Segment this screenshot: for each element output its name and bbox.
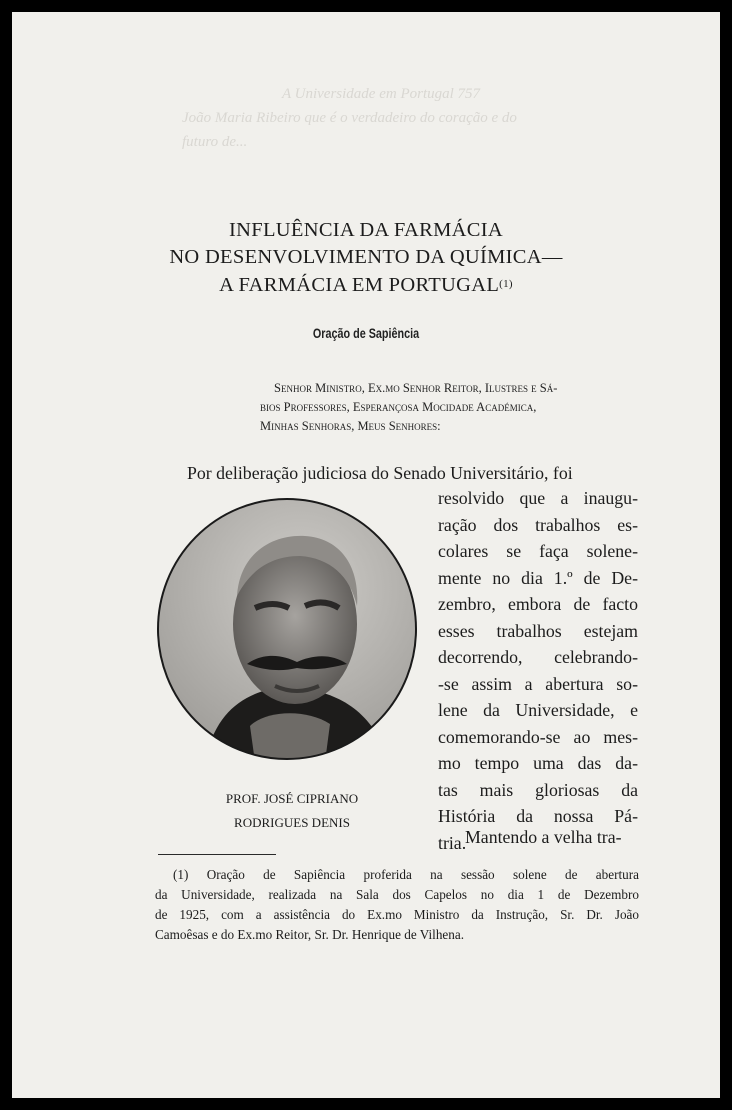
document-page [12, 12, 720, 1098]
bleed-line-2: João Maria Ribeiro que é o verdadeiro do coração e do [182, 110, 517, 126]
body-first-line: Por deliberação judiciosa do Senado Universitário, foi [187, 463, 573, 483]
title-note-mark: (1) [499, 278, 513, 290]
body-column-line: decorrendo, celebrando- [438, 647, 638, 667]
title-line-3-text: A FARMÁCIA EM PORTUGAL [219, 274, 500, 296]
body-column-line: tas mais gloriosas da [438, 779, 638, 800]
title-line-2: NO DESENVOLVIMENTO DA QUÍMICA— [169, 246, 563, 268]
body-next-paragraph: Mantendo a velha tra- [465, 827, 622, 847]
footnote-line: de 1925, com a assistência do Ex.mo Ministro da Instrução, Sr. Dr. João [155, 907, 639, 922]
body-column-line: -se assim a abertura so- [438, 673, 638, 694]
bleed-through-text [182, 82, 702, 154]
salutation-line-3: Minhas Senhoras, Meus Senhores: [260, 419, 441, 433]
body-column-line: esses trabalhos estejam [438, 620, 638, 641]
body-column-line: História da nossa Pá- [438, 806, 638, 826]
title-line-1: INFLUÊNCIA DA FARMÁCIA [229, 219, 503, 241]
body-column-line: comemorando-se ao mes- [438, 726, 638, 747]
footnote-rule [158, 854, 276, 855]
portrait-caption [162, 787, 422, 835]
running-head: A Universidade em Portugal 757 [282, 86, 481, 102]
body-column-line: lene da Universidade, e [438, 700, 638, 720]
title-line-3 [12, 271, 720, 299]
caption-line-2: RODRIGUES DENIS [234, 815, 350, 830]
footnote [155, 865, 639, 945]
portrait-photo [155, 496, 419, 762]
footnote-line: Camoêsas e do Ex.mo Reitor, Sr. Dr. Henrique de Vilhena. [155, 927, 465, 942]
body-column [438, 485, 638, 856]
salutation [260, 379, 642, 436]
body-column-line: resolvido que a inaugu- [438, 488, 638, 508]
body-column-line: mo tempo uma das da- [438, 753, 638, 773]
body-column-line: mente no dia 1.º de De- [438, 567, 638, 588]
bleed-line-3: futuro de... [182, 134, 248, 150]
footnote-line: da Universidade, realizada na Sala dos Capelos no dia 1 de Dezembro [155, 887, 639, 902]
body-column-line: ração dos trabalhos es- [438, 514, 638, 535]
caption-line-1: PROF. JOSÉ CIPRIANO [225, 791, 359, 806]
salutation-line-2: bios Professores, Esperançosa Mocidade Académica, [260, 400, 537, 414]
subtitle: Oração de Sapiência [312, 326, 420, 341]
body-column-line: zembro, embora de facto [438, 594, 638, 614]
salutation-line-1: Senhor Ministro, Ex.mo Senhor Reitor, Ilustres e Sá- [274, 381, 558, 395]
body-column-line: colares se faça solene- [438, 541, 638, 561]
body-column-line: tria. [438, 832, 467, 853]
footnote-line: (1) Oração de Sapiência proferida na sessão solene de abertura [173, 867, 639, 882]
article-title [12, 217, 720, 299]
